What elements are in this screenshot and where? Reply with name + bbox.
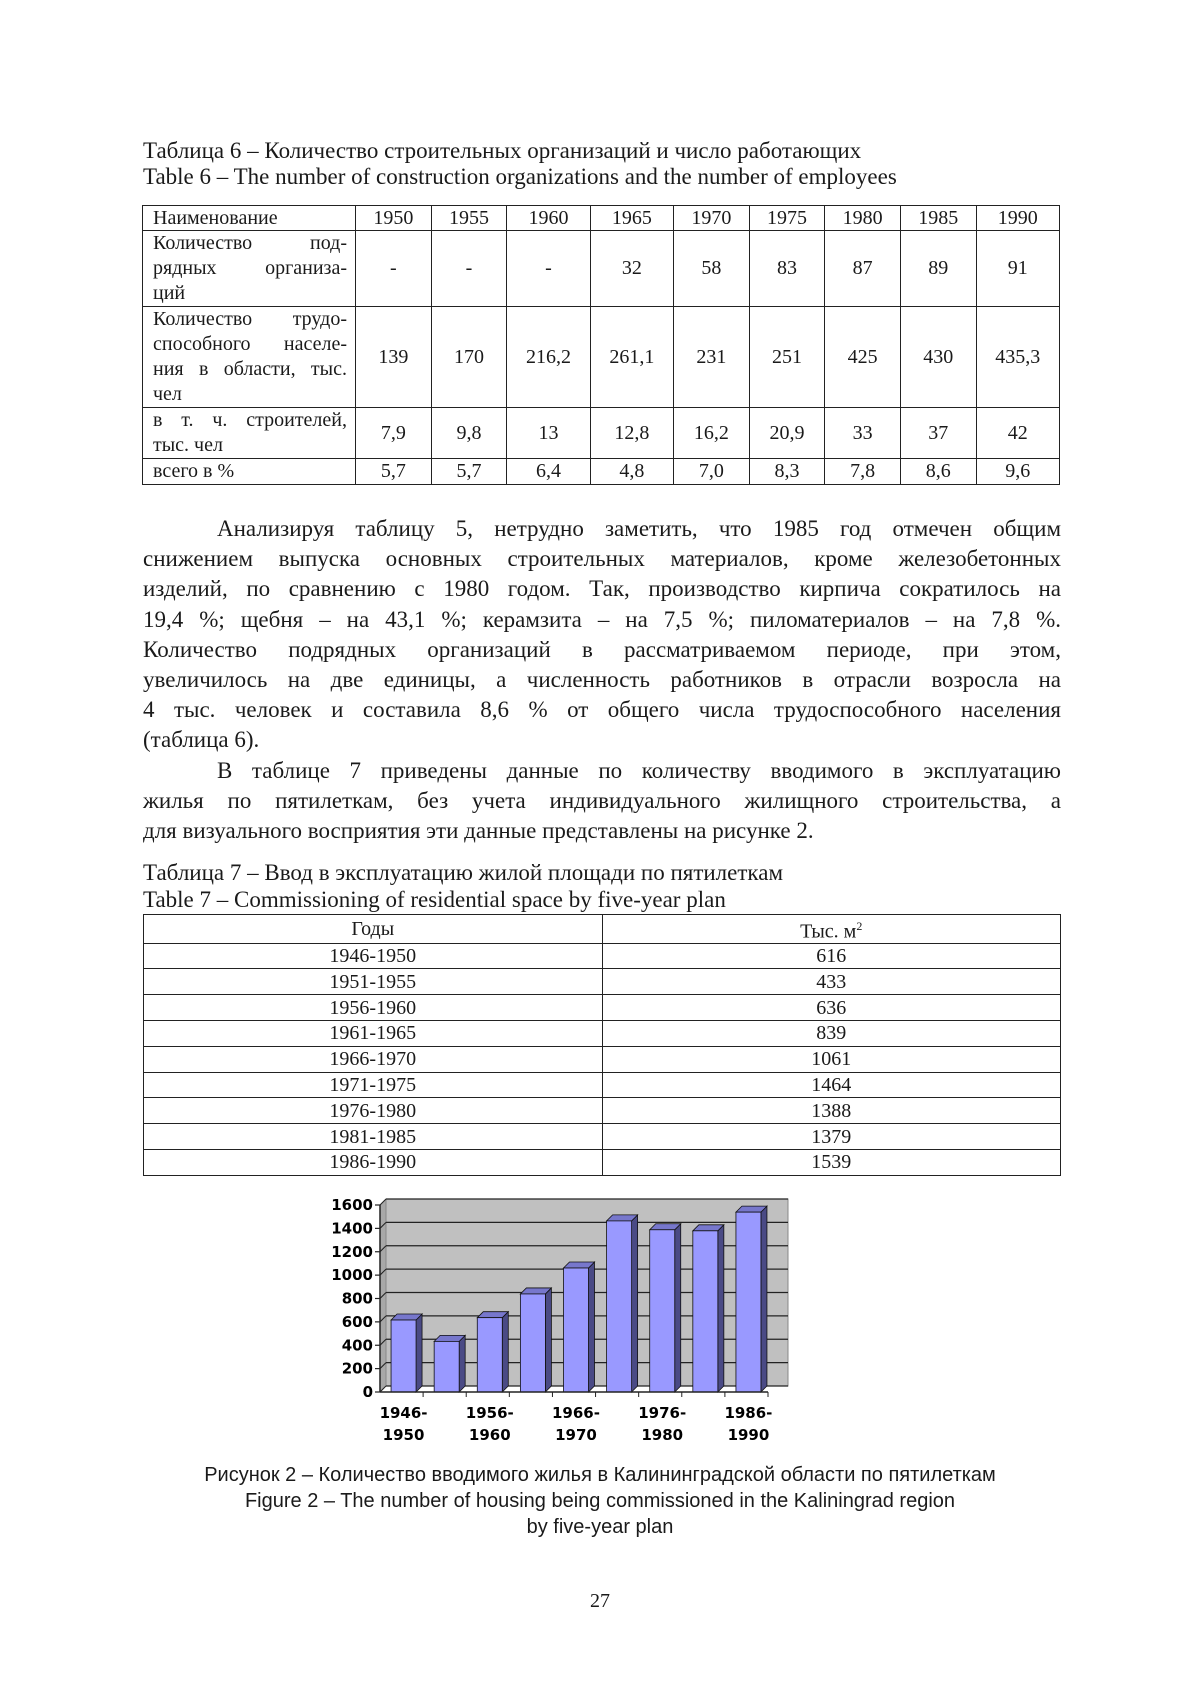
table7-cell-years: 1951-1955 [144,969,603,995]
table6-cell: 89 [900,231,976,307]
table7-cell-years: 1976-1980 [144,1098,603,1124]
table7-cell-area: 636 [602,995,1061,1021]
table6-cell: 87 [825,231,901,307]
chart-y-tick-label: 800 [341,1289,373,1308]
table6-row-name-line: в т. ч. строителей, [153,409,347,431]
table6-cell: 42 [976,408,1059,459]
table6-cell: 13 [507,408,590,459]
table7-cell-area: 1464 [602,1072,1061,1098]
paragraph-line: жилья по пятилеткам, без учета индивидуального жилищного строительства, а [143,788,1061,814]
table6-cell: 216,2 [507,307,590,408]
table7-cell-area: 839 [602,1021,1061,1047]
table6-cell: 8,3 [749,459,825,485]
table7-row [144,1150,1061,1176]
chart-bar [520,1288,551,1392]
chart-y-tick-label: 1000 [331,1266,373,1285]
table7-cell-years: 1946-1950 [144,943,603,969]
paragraph-line: изделий, по сравнению с 1980 годом. Так, производство кирпича сократилось на [143,576,1061,602]
table6-row-name-line: Количество трудо- [153,308,347,330]
table7-row [144,995,1061,1021]
chart-bar-top [477,1312,508,1318]
chart-bar-top [607,1215,638,1221]
paragraph-line: Анализируя таблицу 5, нетрудно заметить, что 1985 год отмечен общим [217,516,1061,541]
table6-cell: 5,7 [431,459,507,485]
chart-bar-top [563,1262,594,1268]
chart-x-tick-label: 1980 [641,1426,684,1444]
table6-header-year: 1955 [431,206,507,231]
table6-row-name-line: способного населе- [153,333,347,355]
table6 [142,205,1060,485]
table6-row-name-line: всего в % [153,460,235,482]
paragraph-line: увеличилось на две единицы, а численность работников в отрасли возросла на [143,667,1061,693]
table7-cell-years: 1961-1965 [144,1021,603,1047]
table6-row-name [143,231,356,307]
page-number: 27 [590,1590,610,1612]
chart-bar [607,1215,638,1392]
chart-y-tick-label: 0 [362,1383,373,1401]
table7-header-area [602,915,1061,944]
figure2-caption-en-line1: Figure 2 – The number of housing being commissioned in the Kaliningrad region [244,1490,956,1512]
chart-bar-front [477,1318,502,1392]
table7-row [144,943,1061,969]
table6-row-name [143,459,356,485]
table6-header-name: Наименование [143,206,356,231]
chart-bar [477,1312,508,1392]
table6-cell: 8,6 [900,459,976,485]
table6-cell: 33 [825,408,901,459]
table6-cell: - [507,231,590,307]
table6-cell: 139 [356,307,432,408]
paragraph-table7-intro [143,756,1061,847]
chart-bar-front [520,1294,545,1392]
table6-cell: 37 [900,408,976,459]
table6-row [143,408,1060,459]
table6-header-year: 1975 [749,206,825,231]
chart-bar-top [434,1335,465,1341]
chart-x-tick-label: 1946- [379,1404,428,1422]
chart-bar [650,1224,681,1392]
chart-bar-top [693,1225,724,1231]
table7-header-row [144,915,1061,944]
paragraph-line: В таблице 7 приведены данные по количеству вводимого в эксплуатацию [217,758,1061,783]
chart-x-tick-label: 1960 [468,1426,511,1444]
table6-cell: 16,2 [674,408,750,459]
table7-caption-ru: Таблица 7 – Ввод в эксплуатацию жилой площади по пятилеткам [143,860,784,885]
table7-cell-years: 1981-1985 [144,1124,603,1150]
table7-header-area-sup: 2 [856,919,863,933]
table6-caption-en: Table 6 – The number of construction organizations and the number of employees [143,164,897,189]
chart-bar-side [416,1314,422,1392]
table6-caption-ru: Таблица 6 – Количество строительных организаций и число работающих [143,138,862,163]
chart-x-tick-label: 1986- [724,1404,773,1422]
table6-cell: 32 [590,231,673,307]
table6-header-year: 1970 [674,206,750,231]
chart-bar-side [545,1288,551,1392]
table6-row-name-line: тыс. чел [153,434,223,456]
chart-x-tick-label: 1990 [727,1426,770,1444]
table7-header-area-label: Тыс. м [800,920,857,943]
chart-bar-front [434,1341,459,1392]
chart-bar-front [391,1320,416,1392]
table6-header-year: 1965 [590,206,673,231]
housing-bar-chart [331,1195,880,1475]
chart-bar-top [650,1224,681,1230]
table6-cell: 12,8 [590,408,673,459]
chart-x-tick-label: 1970 [555,1426,597,1444]
chart-bar-top [391,1314,422,1320]
table6-cell: 435,3 [976,307,1059,408]
chart-bar [736,1206,767,1392]
table6-cell: 9,6 [976,459,1059,485]
table7-cell-years: 1956-1960 [144,995,603,1021]
table6-header-year: 1960 [507,206,590,231]
paragraph-line: Количество подрядных организаций в рассматриваемом периоде, при этом, [143,636,1061,662]
table6-cell: 430 [900,307,976,408]
table7-cell-area: 1379 [602,1124,1061,1150]
table7-cell-area: 616 [602,943,1061,969]
table6-cell: 7,8 [825,459,901,485]
table6-row [143,459,1060,485]
chart-bar-side [589,1262,595,1392]
paragraph-line: 19,4 %; щебня – на 43,1 %; керамзита – на 7,5 %; пиломатериалов – на 7,8 %. [143,606,1061,632]
table7-row [144,969,1061,995]
table6-cell: - [356,231,432,307]
table6-cell: 9,8 [431,408,507,459]
chart-bar-side [632,1215,638,1392]
chart-bar-front [607,1221,632,1392]
table7-cell-area: 433 [602,969,1061,995]
chart-x-tick-label: 1966- [552,1404,600,1422]
table6-row-name-line: Количество под- [153,232,347,254]
table6-cell: - [431,231,507,307]
table6-cell: 7,0 [674,459,750,485]
table6-cell: 5,7 [356,459,432,485]
table7-header-years: Годы [144,915,603,944]
table6-cell: 20,9 [749,408,825,459]
chart-bar-top [520,1288,551,1294]
table7-cell-years: 1971-1975 [144,1072,603,1098]
table7-caption-en: Table 7 – Commissioning of residential space by five-year plan [143,887,726,912]
table6-cell: 58 [674,231,750,307]
table6-header-year: 1980 [825,206,901,231]
table6-cell: 4,8 [590,459,673,485]
chart-bar-side [459,1335,465,1392]
paragraph-line: для визуального восприятия эти данные представлены на рисунке 2. [143,818,814,844]
figure2-caption-ru: Рисунок 2 – Количество вводимого жилья в Калининградской области по пятилеткам [204,1464,996,1486]
chart-bar-front [650,1230,675,1392]
table7-cell-years: 1966-1970 [144,1046,603,1072]
chart-x-tick-label: 1950 [382,1426,425,1444]
table6-header-year: 1990 [976,206,1059,231]
table6-row [143,307,1060,408]
table6-cell: 83 [749,231,825,307]
chart-bar-top [736,1206,767,1212]
paragraph-line: 4 тыс. человек и составила 8,6 % от общего числа трудоспособного населения [143,697,1061,723]
table6-row-name-line: ния в области, тыс. [153,358,347,380]
table7-row [144,1021,1061,1047]
chart-bar-side [675,1224,681,1392]
table6-header-year: 1985 [900,206,976,231]
chart-bar-front [563,1268,588,1392]
table6-cell: 170 [431,307,507,408]
chart-x-tick-label: 1956- [465,1404,514,1422]
table7-row [144,1124,1061,1150]
table7-row [144,1046,1061,1072]
table7-row [144,1072,1061,1098]
table7 [143,914,1061,1176]
table6-cell: 6,4 [507,459,590,485]
chart-y-tick-label: 200 [341,1359,373,1378]
table7-cell-area: 1539 [602,1150,1061,1176]
chart-bar-side [761,1206,767,1392]
chart-y-tick-label: 1600 [331,1196,373,1214]
table6-cell: 261,1 [590,307,673,408]
chart-y-tick-label: 1400 [331,1219,373,1238]
table6-cell: 231 [674,307,750,408]
chart-bar [563,1262,594,1392]
figure2-caption-en-line2: by five-year plan [526,1516,674,1538]
chart-bar [391,1314,422,1392]
table6-header-year: 1950 [356,206,432,231]
table6-cell: 91 [976,231,1059,307]
table6-row-name-line: рядных организа- [153,257,347,279]
chart-x-tick-label: 1976- [638,1404,687,1422]
table6-cell: 425 [825,307,901,408]
table6-row-name [143,408,356,459]
chart-bar-side [502,1312,508,1392]
table6-row-name-line: чел [153,383,182,405]
table6-row [143,231,1060,307]
table6-cell: 251 [749,307,825,408]
table6-row-name [143,307,356,408]
paragraph-line: (таблица 6). [143,727,260,753]
paragraph-line: снижением выпуска основных строительных материалов, кроме железобетонных [143,546,1061,572]
chart-y-tick-label: 400 [341,1336,373,1355]
table6-cell: 7,9 [356,408,432,459]
chart-bar-front [693,1231,718,1392]
chart-y-tick-label: 1200 [331,1242,373,1261]
table7-cell-area: 1061 [602,1046,1061,1072]
chart-bar-side [718,1225,724,1392]
chart-bar [693,1225,724,1392]
table6-row-name-line: ций [153,282,186,304]
chart-bar-front [736,1212,761,1392]
table7-cell-years: 1986-1990 [144,1150,603,1176]
table7-cell-area: 1388 [602,1098,1061,1124]
table7-row [144,1098,1061,1124]
chart-y-tick-label: 600 [341,1312,373,1331]
table6-header-row [143,206,1060,231]
chart-bar [434,1335,465,1392]
paragraph-analysis [143,514,1061,756]
